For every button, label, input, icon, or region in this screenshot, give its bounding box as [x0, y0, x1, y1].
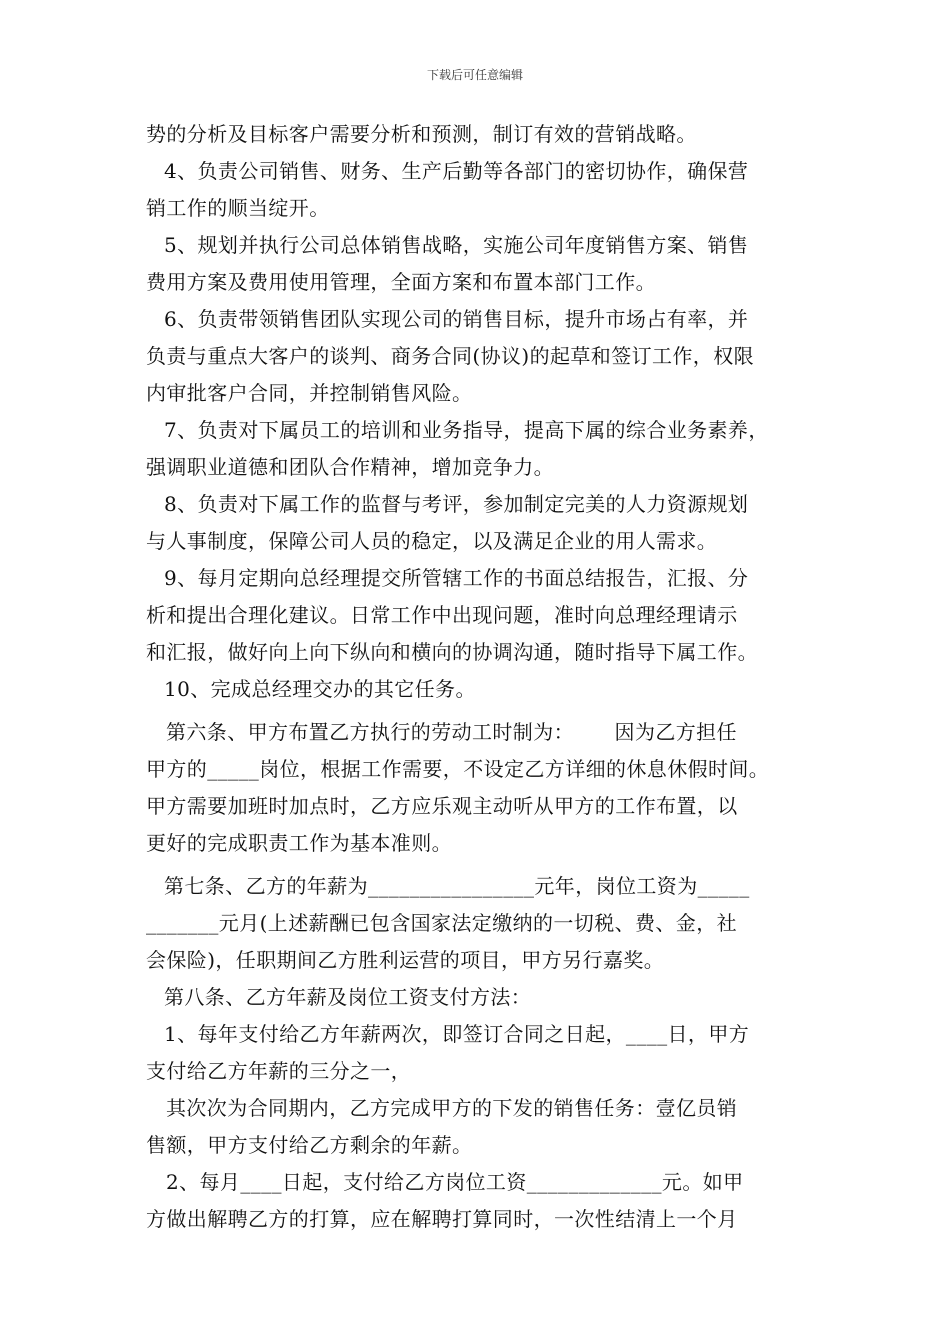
text-line-content: 更好的完成职责工作为基本准则。: [146, 831, 452, 855]
text-line: [146, 751, 810, 788]
text-line: [146, 264, 810, 301]
text-line: [146, 560, 810, 597]
text-line-content: 支付给乙方年薪的三分之一，: [146, 1059, 412, 1083]
text-line: [146, 190, 810, 227]
text-line-content: 售额，甲方支付给乙方剩余的年薪。: [146, 1133, 473, 1157]
text-line-content: 1、每年支付给乙方年薪两次，即签订合同之日起，____日，甲方: [164, 1022, 750, 1046]
text-line: [146, 1201, 810, 1238]
text-line: [146, 227, 810, 264]
text-line: [146, 375, 810, 412]
text-line-content: 8、负责对下属工作的监督与考评，参加制定完美的人力资源规划: [164, 492, 749, 516]
text-line: [146, 942, 810, 979]
text-line-content: 9、每月定期向总经理提交所管辖工作的书面总结报告，汇报、分: [164, 566, 749, 590]
text-line-content: _______元月(上述薪酬已包含国家法定缴纳的一切税、费、金，社: [146, 911, 738, 935]
text-line: [146, 634, 810, 671]
text-line-content: 第六条、甲方布置乙方执行的劳动工时制为： 因为乙方担任: [166, 720, 737, 744]
text-line: [146, 338, 810, 375]
text-line: [146, 671, 810, 708]
page-header-note: 下载后可任意编辑: [426, 68, 523, 82]
text-line-content: 会保险)，任职期间乙方胜利运营的项目，甲方另行嘉奖。: [146, 948, 665, 972]
text-line: [146, 1053, 810, 1090]
text-line: [146, 116, 810, 153]
text-line-content: 费用方案及费用使用管理，全面方案和布置本部门工作。: [146, 270, 656, 294]
text-line-content: 甲方需要加班时加点时，乙方应乐观主动听从甲方的工作布置，以: [146, 794, 738, 818]
text-line: [146, 714, 810, 751]
text-line-content: 势的分析及目标客户需要分析和预测，制订有效的营销战略。: [146, 122, 697, 146]
text-line: [146, 905, 810, 942]
text-line: [146, 301, 810, 338]
text-line: [146, 412, 810, 449]
text-line: [146, 868, 810, 905]
text-line: [146, 979, 810, 1016]
text-line-content: 10、完成总经理交办的其它任务。: [164, 677, 476, 701]
text-line-content: 其次次为合同期内，乙方完成甲方的下发的销售任务：壹亿员销: [166, 1096, 738, 1120]
text-line-content: 6、负责带领销售团队实现公司的销售目标，提升市场占有率，并: [164, 307, 749, 331]
document-body: [146, 116, 810, 1238]
text-line: [146, 825, 810, 862]
text-line-content: 4、负责公司销售、财务、生产后勤等各部门的密切协作，确保营: [164, 159, 749, 183]
text-line: [146, 597, 810, 634]
text-line: [146, 486, 810, 523]
text-line: [146, 1016, 810, 1053]
text-line-content: 方做出解聘乙方的打算，应在解聘打算同时，一次性结清上一个月: [146, 1207, 738, 1231]
text-line: [146, 523, 810, 560]
text-line-content: 强调职业道德和团队合作精神，增加竞争力。: [146, 455, 554, 479]
text-line-content: 销工作的顺当绽开。: [146, 196, 330, 220]
text-line-content: 析和提出合理化建议。日常工作中出现问题，准时向总理经理请示: [146, 603, 738, 627]
text-line: [146, 1127, 810, 1164]
text-line: [146, 788, 810, 825]
text-line-content: 5、规划并执行公司总体销售战略，实施公司年度销售方案、销售: [164, 233, 749, 257]
text-line-content: 7、负责对下属员工的培训和业务指导，提高下属的综合业务素养，: [164, 418, 769, 442]
text-line-content: 甲方的_____岗位，根据工作需要，不设定乙方详细的休息休假时间。: [146, 757, 770, 781]
text-line-content: 负责与重点大客户的谈判、商务合同(协议)的起草和签订工作，权限: [146, 344, 755, 368]
text-line: [146, 1164, 810, 1201]
text-line: [146, 1090, 810, 1127]
text-line-content: 内审批客户合同，并控制销售风险。: [146, 381, 473, 405]
text-line-content: 2、每月____日起，支付给乙方岗位工资_____________元。如甲: [166, 1170, 744, 1194]
text-line-content: 与人事制度，保障公司人员的稳定，以及满足企业的用人需求。: [146, 529, 718, 553]
text-line: [146, 449, 810, 486]
text-line-content: 和汇报，做好向上向下纵向和横向的协调沟通，随时指导下属工作。: [146, 640, 758, 664]
text-line-content: 第八条、乙方年薪及岗位工资支付方法：: [164, 985, 532, 1009]
text-line-content: 第七条、乙方的年薪为________________元年，岗位工资为_____: [164, 874, 750, 898]
text-line: [146, 153, 810, 190]
